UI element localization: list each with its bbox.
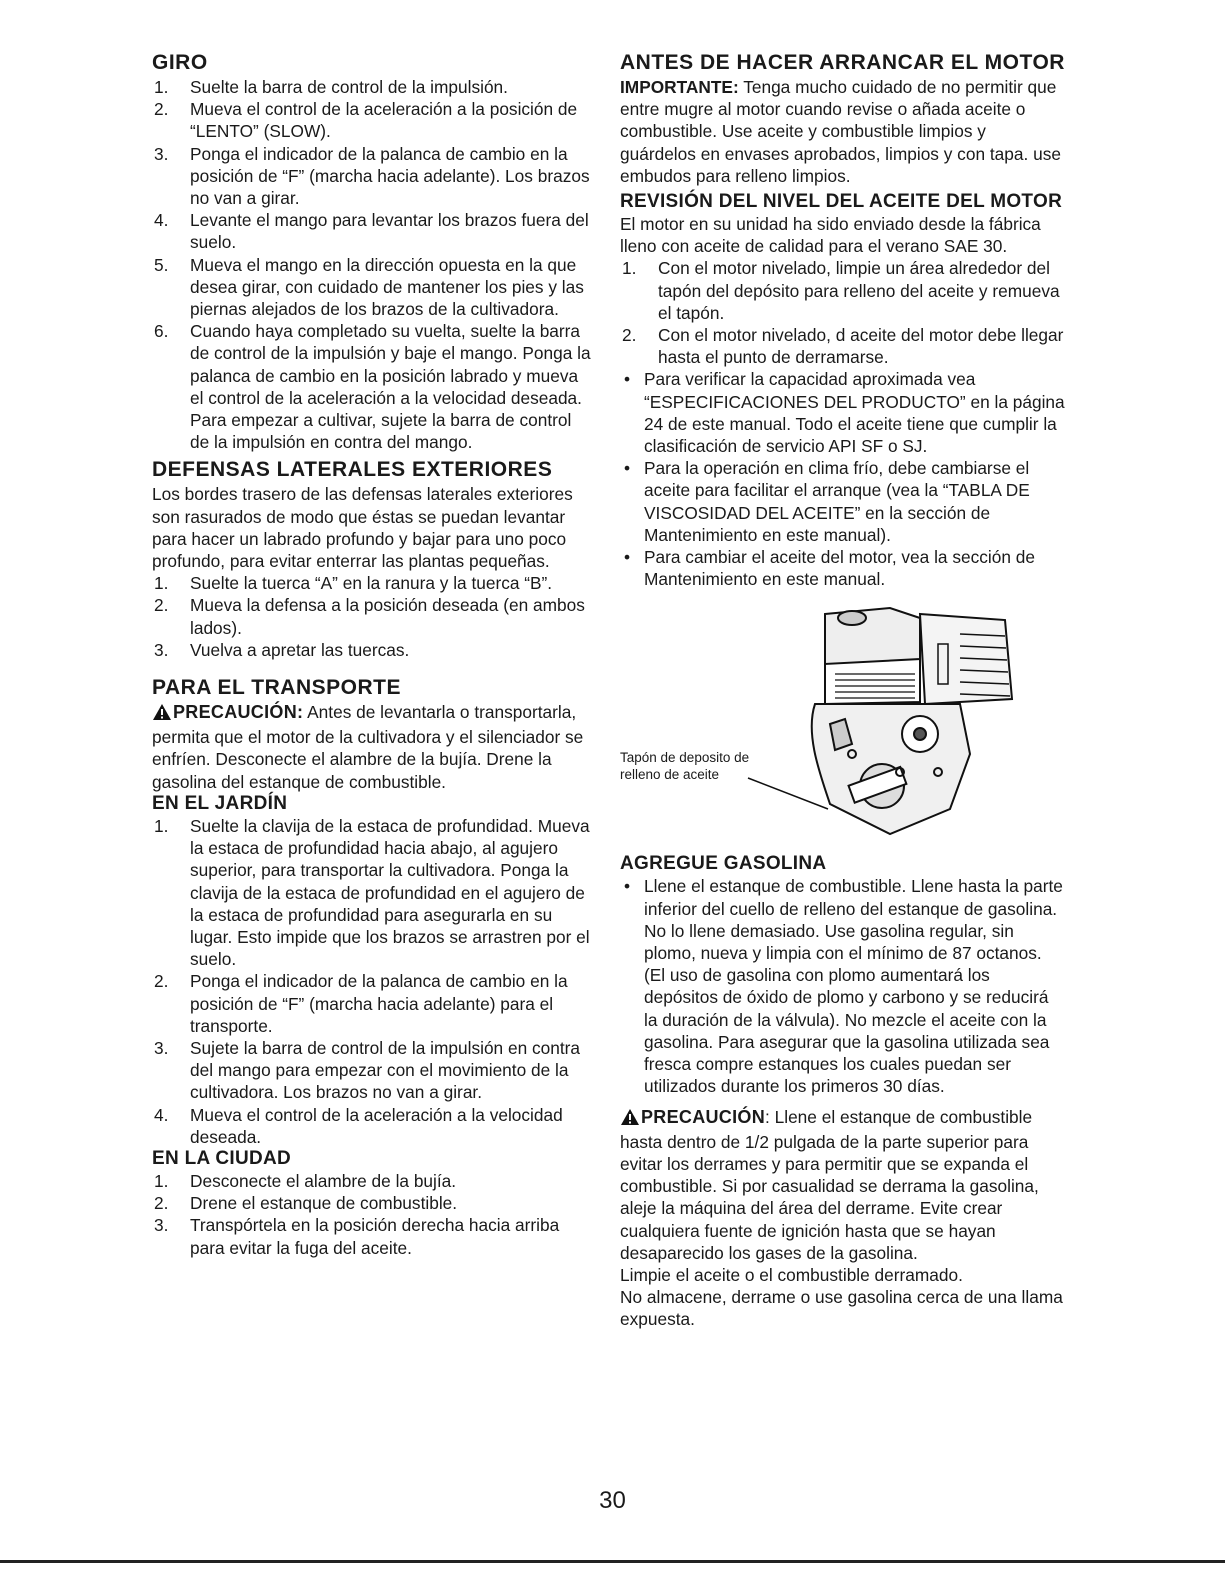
list-item: 1. Desconecte el alambre de la bujía. bbox=[154, 1170, 457, 1191]
list-item: • Para verificar la capacidad aproximada vea “ESPECIFICACIONES DEL PRODUCTO” en la página 24 de este manual. Todo el aceite tiene que cumplir la clasificación de servicio API SF o SJ. bbox=[624, 369, 1065, 457]
list-item: 3. Sujete la barra de control de la impulsión en contra del mango para empezar con el movimiento de la cultivadora. Los brazos no van a girar. bbox=[154, 1037, 581, 1103]
list-item: • Para cambiar el aceite del motor, vea la sección de Mantenimiento en este manual. bbox=[624, 547, 1035, 590]
jardin-steps bbox=[152, 815, 592, 1148]
gasolina-heading: AGREGUE GASOLINA bbox=[620, 853, 827, 875]
list-item: 3. Vuelva a apretar las tuercas. bbox=[154, 639, 410, 660]
ciudad-heading: EN LA CIUDAD bbox=[152, 1147, 292, 1169]
list-item: 2. Ponga el indicador de la palanca de cambio en la posición de “F” (marcha hacia adelante) para el transporte. bbox=[154, 971, 568, 1036]
gasolina-bullets bbox=[620, 875, 1065, 1097]
caution-label: PRECAUCIÓN: bbox=[173, 702, 304, 723]
list-item: 6. Cuando haya completado su vuelta, suelte la barra de control de la impulsión y baje el mango. Ponga la palanca de cambio en la posición labrado y mueva el control de la aceleración a la velocidad deseada. Para empezar a cultivar, sujete la barra de control de la impulsión en contra del mango. bbox=[154, 321, 591, 453]
list-item: 2. Con el motor nivelado, d aceite del motor debe llegar hasta el punto de derramarse. bbox=[622, 325, 1064, 368]
list-item: 1. Con el motor nivelado, limpie un área alrededor del tapón del depósito para relleno del aceite y remueva el tapón. bbox=[622, 258, 1060, 323]
leader-line bbox=[748, 778, 828, 809]
ciudad-steps bbox=[152, 1170, 592, 1259]
list-item: 5. Mueva el mango en la dirección opuesta en la que desea girar, con cuidado de mantener los pies y las piernas alejados de los brazos de la cultivadora. bbox=[154, 254, 584, 320]
revision-steps bbox=[620, 257, 1065, 368]
list-item: 3. Transpórtela en la posición derecha hacia arriba para evitar la fuga del aceite. bbox=[154, 1215, 560, 1258]
page-number: 30 bbox=[599, 1487, 626, 1514]
defensas-intro: Los bordes trasero de las defensas laterales exteriores son rasurados de modo que éstas se puedan levantar para hacer un labrado profundo y bajar para uno poco profundo, para evitar enterrar las plantas pequeñas. bbox=[152, 484, 573, 572]
revision-heading: REVISIÓN DEL NIVEL DEL ACEITE DEL MOTOR bbox=[620, 191, 1063, 213]
list-item: • Para la operación en clima frío, debe cambiarse el aceite para facilitar el arranque (vea la “TABLA DE VISCOSIDAD DEL ACEITE” en la sección de Mantenimiento en este manual). bbox=[624, 458, 1030, 545]
important-label: IMPORTANTE: bbox=[620, 77, 739, 97]
engine-figure bbox=[620, 604, 1065, 849]
list-item: 2. Mueva el control de la aceleración a la posición de “LENTO” (SLOW). bbox=[154, 99, 578, 142]
list-item: • Llene el estanque de combustible. Llene hasta la parte inferior del cuello de relleno del estanque de gasolina. No lo llene demasiado. Use gasolina regular, sin plomo, nueva y limpia con el mínimo de 87 octanos. (El uso de gasolina con plomo aumentará los depósitos de óxido de plomo y carbono y se reducirá la duración de la válvula). No mezcle el aceite con la gasolina. Para asegurar que la gasolina utilizada sea fresca compre estanques los cuales puedan ser utilizados durante los primeros 30 días. bbox=[624, 876, 1063, 1097]
revision-intro: El motor en su unidad ha sido enviado desde la fábrica lleno con aceite de calidad para el verano SAE 30. bbox=[620, 214, 1041, 257]
right-column bbox=[620, 50, 1065, 1331]
transporte-caution: PRECAUCIÓN: Antes de levantarla o transportarla, permita que el motor de la cultivadora y el silenciador se enfríen. Desconecte el alambre de la bujía. Drene la gasolina del estanque de combustible. bbox=[152, 702, 584, 792]
giro-steps bbox=[152, 76, 592, 453]
warning-triangle-icon bbox=[152, 703, 172, 726]
gasolina-note-1: Limpie el aceite o el combustible derramado. bbox=[620, 1264, 963, 1285]
jardin-heading: EN EL JARDÍN bbox=[152, 792, 288, 814]
warning-triangle-icon bbox=[620, 1108, 640, 1131]
list-item: 4. Mueva el control de la aceleración a la velocidad deseada. bbox=[154, 1104, 563, 1147]
list-item: 2. Drene el estanque de combustible. bbox=[154, 1193, 458, 1214]
list-item: 4. Levante el mango para levantar los brazos fuera del suelo. bbox=[154, 210, 589, 253]
defensas-steps bbox=[152, 572, 592, 661]
transporte-heading: PARA EL TRANSPORTE bbox=[152, 676, 401, 700]
left-column bbox=[152, 50, 592, 1259]
revision-bullets bbox=[620, 368, 1065, 590]
caution-label: PRECAUCIÓN bbox=[641, 1106, 766, 1127]
list-item: 1. Suelte la tuerca “A” en la ranura y la tuerca “B”. bbox=[154, 573, 553, 594]
gasolina-caution: PRECAUCIÓN: Llene el estanque de combustible hasta dentro de 1/2 pulgada de la parte superior para evitar los derrames y para permitir que se expanda el combustible. Si por casualidad se derrama la gasolina, aleje la máquina del área del derrame. Evite crear cualquiera fuente de ignición hasta que se hayan desaparecido los gases de la gasolina. bbox=[620, 1106, 1039, 1263]
gasolina-note-2: No almacene, derrame o use gasolina cerca de una llama expuesta. bbox=[620, 1287, 1063, 1330]
list-item: 1. Suelte la barra de control de la impulsión. bbox=[154, 77, 508, 97]
bottom-rule bbox=[0, 1560, 1225, 1563]
important-note: IMPORTANTE: Tenga mucho cuidado de no permitir que entre mugre al motor cuando revise o añada aceite o combustible. Use aceite y combustible limpios y guárdelos en envases aprobados, limpios y con tapa. use embudos para relleno limpios. bbox=[620, 77, 1061, 186]
list-item: 1. Suelte la clavija de la estaca de profundidad. Mueva la estaca de profundidad hacia abajo, al agujero superior, para transportar la cultivadora. Ponga la clavija de la estaca de profundidad en el agujero de la estaca de profundidad para asegurarla en su lugar. Esto impide que los brazos se arrastren por el suelo. bbox=[154, 815, 590, 970]
figure-caption: Tapón de deposito de relleno de aceite bbox=[620, 750, 750, 783]
antes-heading: ANTES DE HACER ARRANCAR EL MOTOR bbox=[620, 51, 1065, 74]
giro-heading: GIRO bbox=[152, 51, 208, 74]
list-item: 3. Ponga el indicador de la palanca de cambio en la posición de “F” (marcha hacia adelante). Los brazos no van a girar. bbox=[154, 143, 590, 209]
defensas-heading: DEFENSAS LATERALES EXTERIORES bbox=[152, 458, 553, 482]
list-item: 2. Mueva la defensa a la posición deseada (en ambos lados). bbox=[154, 595, 585, 638]
engine-illustration bbox=[620, 604, 1065, 849]
